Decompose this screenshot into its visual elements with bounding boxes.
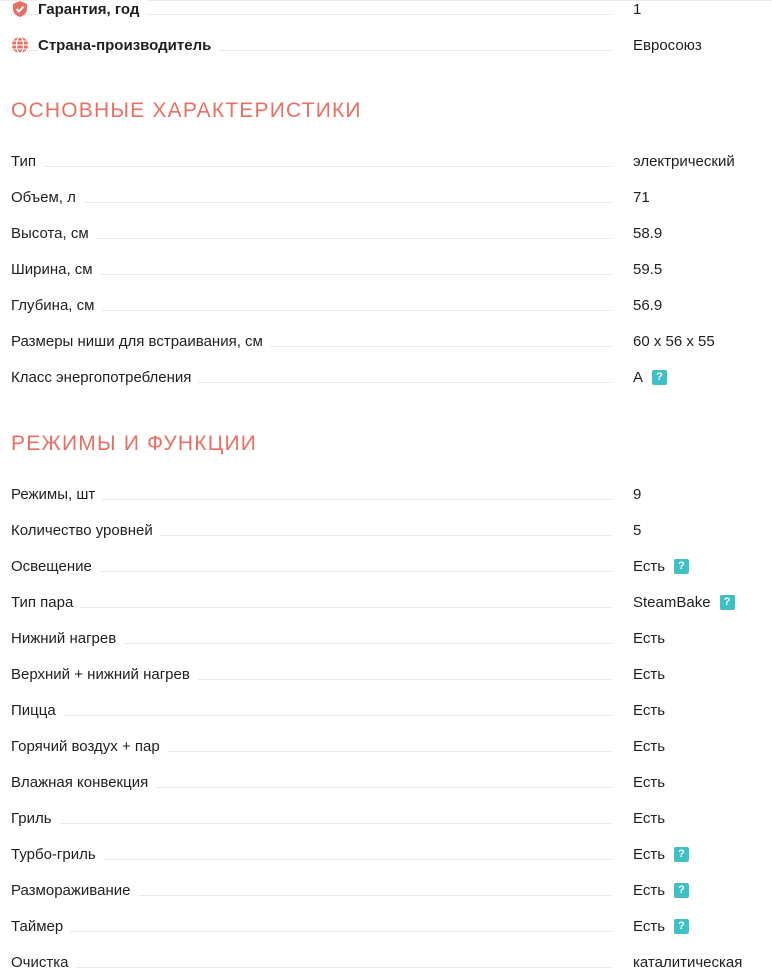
spec-value-text: Есть <box>633 773 666 791</box>
spec-value-text: Есть <box>633 557 666 575</box>
attr-row-warranty <box>0 0 772 27</box>
spec-row <box>0 692 772 728</box>
spec-value <box>633 548 689 584</box>
spec-label: Режимы, шт <box>11 476 103 512</box>
row-leader-dots <box>11 607 612 608</box>
spec-label: Высота, см <box>11 215 97 251</box>
spec-value-text: 9 <box>633 485 642 503</box>
shield-check-icon <box>11 0 29 18</box>
spec-value <box>633 764 665 800</box>
spec-label: Нижний нагрев <box>11 620 124 656</box>
spec-value <box>633 476 641 512</box>
spec-value-text: 5 <box>633 521 642 539</box>
row-leader-dots <box>11 967 612 968</box>
spec-row <box>0 323 772 359</box>
spec-row <box>0 476 772 512</box>
spec-label: Освещение <box>11 548 100 584</box>
help-icon[interactable]: ? <box>674 559 689 574</box>
spec-value <box>633 692 665 728</box>
spec-label: Таймер <box>11 908 71 944</box>
spec-value-text: SteamBake <box>633 593 711 611</box>
spec-row <box>0 143 772 179</box>
spec-value-text: Есть <box>633 881 666 899</box>
spec-value <box>633 215 662 251</box>
spec-row <box>0 287 772 323</box>
spec-value-text: 59.5 <box>633 260 663 278</box>
spec-value-text: Есть <box>633 701 666 719</box>
spec-label: Горячий воздух + пар <box>11 728 168 764</box>
spec-label: Тип <box>11 143 44 179</box>
spec-label: Тип пара <box>11 584 81 620</box>
row-leader-dots <box>11 274 612 275</box>
help-icon[interactable]: ? <box>674 883 689 898</box>
spec-value-text: 58.9 <box>633 224 663 242</box>
globe-icon <box>11 36 29 54</box>
spec-value-text: электрический <box>633 152 735 170</box>
spec-row <box>0 584 772 620</box>
spec-label: Ширина, см <box>11 251 101 287</box>
attr-value: 1 <box>633 0 642 18</box>
spec-value <box>633 620 665 656</box>
spec-value <box>633 143 735 179</box>
spec-row <box>0 359 772 395</box>
spec-label: Класс энергопотребления <box>11 359 199 395</box>
spec-label: Количество уровней <box>11 512 161 548</box>
spec-label: Глубина, см <box>11 287 102 323</box>
row-leader-dots <box>11 715 612 716</box>
help-icon[interactable]: ? <box>652 370 667 385</box>
spec-label: Пицца <box>11 692 64 728</box>
spec-value <box>633 836 689 872</box>
spec-row <box>0 215 772 251</box>
spec-value-text: Есть <box>633 809 666 827</box>
spec-row <box>0 512 772 548</box>
attr-label: Страна-производитель <box>38 27 219 63</box>
spec-row <box>0 836 772 872</box>
spec-value <box>633 728 665 764</box>
spec-value <box>633 323 715 359</box>
spec-value-text: 71 <box>633 188 650 206</box>
spec-value <box>633 908 689 944</box>
attr-label: Гарантия, год <box>38 0 147 27</box>
spec-row <box>0 251 772 287</box>
row-leader-dots <box>11 166 612 167</box>
spec-value-text: Есть <box>633 917 666 935</box>
spec-row <box>0 548 772 584</box>
spec-value <box>633 287 662 323</box>
attr-row-country <box>0 27 772 63</box>
spec-value-text: Есть <box>633 665 666 683</box>
spec-row <box>0 908 772 944</box>
spec-value <box>633 656 665 692</box>
spec-row <box>0 620 772 656</box>
help-icon[interactable]: ? <box>720 595 735 610</box>
spec-value-text: каталитическая <box>633 953 743 971</box>
spec-value-text: Есть <box>633 737 666 755</box>
spec-value <box>633 800 665 836</box>
spec-value <box>633 251 662 287</box>
row-leader-dots <box>11 202 612 203</box>
spec-value <box>633 512 641 548</box>
spec-label: Размеры ниши для встраивания, см <box>11 323 271 359</box>
attr-value: Евросоюз <box>633 36 702 54</box>
spec-label: Влажная конвекция <box>11 764 156 800</box>
spec-row <box>0 764 772 800</box>
spec-value <box>633 872 689 908</box>
spec-value <box>633 359 667 395</box>
section-title-main: ОСНОВНЫЕ ХАРАКТЕРИСТИКИ <box>11 99 362 122</box>
spec-value-text: Есть <box>633 845 666 863</box>
spec-row <box>0 179 772 215</box>
section-title-modes: РЕЖИМЫ И ФУНКЦИИ <box>11 432 258 455</box>
spec-value-text: 60 x 56 x 55 <box>633 332 715 350</box>
spec-label: Турбо-гриль <box>11 836 104 872</box>
spec-label: Гриль <box>11 800 60 836</box>
spec-label: Верхний + нижний нагрев <box>11 656 198 692</box>
help-icon[interactable]: ? <box>674 919 689 934</box>
spec-value <box>633 584 735 620</box>
spec-row <box>0 872 772 908</box>
spec-value <box>633 179 650 215</box>
row-leader-dots <box>11 931 612 932</box>
spec-label: Очистка <box>11 944 76 980</box>
spec-row <box>0 800 772 836</box>
spec-row <box>0 728 772 764</box>
spec-value-text: Есть <box>633 629 666 647</box>
spec-value-text: 56.9 <box>633 296 663 314</box>
spec-label: Объем, л <box>11 179 84 215</box>
spec-label: Размораживание <box>11 872 138 908</box>
row-leader-dots <box>11 823 612 824</box>
row-leader-dots <box>11 238 612 239</box>
help-icon[interactable]: ? <box>674 847 689 862</box>
spec-row <box>0 656 772 692</box>
row-leader-dots <box>11 571 612 572</box>
spec-value-text: A <box>633 368 644 386</box>
